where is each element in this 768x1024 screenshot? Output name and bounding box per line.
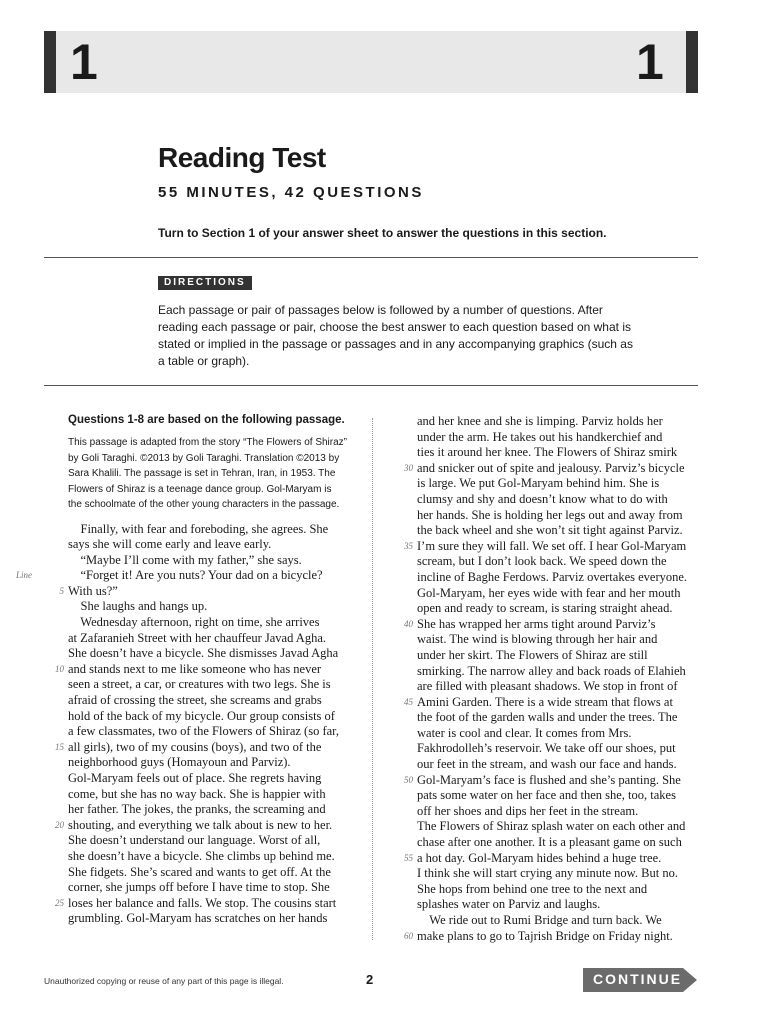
passage-line-text: is large. We put Gol-Maryam behind him. She is [417,476,660,491]
line-number: 5 [59,585,64,596]
passage-line [68,911,348,927]
passage-line-text: all girls), two of my cousins (boys), and two of the [68,739,322,754]
section-header-band [44,31,698,93]
passage-line [68,880,348,896]
passage-line-text: and her knee and she is limping. Parviz holds her [417,414,663,428]
passage-line-text: chase after one another. It is a pleasant game on such [417,835,682,850]
passage-line-text: our feet in the stream, and wash our face and hands. [417,757,677,772]
passage-line-text: afraid of crossing the street, she screams and grabs [68,693,322,708]
passage-line [68,693,348,709]
passage-line [417,679,703,695]
passage-line [417,554,703,570]
passage-line [68,677,348,693]
line-number: 35 [404,540,413,551]
passage-line [55,817,348,834]
passage-line-text: scream, but I don’t look back. We speed down the [417,554,667,569]
line-number: 30 [404,462,413,473]
passage-line [55,739,348,756]
column-divider [372,418,373,940]
divider-bottom [44,385,698,386]
passage-line-text: and snicker out of spite and jealousy. Parviz’s bicycle [417,460,685,475]
continue-button[interactable] [583,966,699,994]
line-number: 60 [404,930,413,941]
passage-line-text: With us?” [68,583,118,598]
passage-line-text: She doesn’t have a bicycle. She dismisses Javad Agha [68,646,339,661]
passage-line-text: smirking. The narrow alley and back roads of Elahieh [417,663,686,678]
passage-line-text: She has wrapped her arms tight around Parviz’s [417,616,656,631]
passage-line [59,583,348,600]
passage-line [417,632,703,648]
passage-line [417,835,703,851]
passage-line [404,850,703,867]
passage-line-text: I think she will start crying any minute now. But no. [417,866,678,881]
passage-line-text: the foot of the garden walls and under the trees. The [417,710,678,725]
line-number: 15 [55,741,64,752]
passage-line [417,648,703,664]
passage-line-text: Fakhrodolleh’s reservoir. We take off our shoes, put [417,741,676,756]
passage-line-text: shouting, and everything we talk about is new to her. [68,817,333,832]
divider-top [44,257,698,258]
passage-line-text: splashes water on Parviz and laughs. [417,897,601,912]
passage-line-text: corner, she jumps off before I have time to stop. She [68,880,330,895]
passage-line-text: Wednesday afternoon, right on time, she arrives [68,615,320,630]
passage-line-text: make plans to go to Tajrish Bridge on Friday night. [417,928,673,943]
passage-line-text: at Zafaranieh Street with her chauffeur Javad Agha. [68,630,326,645]
passage-line [68,631,348,647]
passage-line [404,928,703,945]
passage-line-text: and stands next to me like someone who has never [68,661,322,676]
passage-column-right [404,414,703,944]
passage-line-text: grumbling. Gol-Maryam has scratches on her hands [68,911,328,926]
passage-line [68,709,348,725]
passage-line [404,538,703,555]
passage-column-left [16,414,348,927]
passage-line-text: hold of the back of my bicycle. Our group consists of [68,708,335,723]
passage-line [404,460,703,477]
passage-line [417,804,703,820]
answer-sheet-instruction: Turn to Section 1 of your answer sheet to answer the questions in this section. [158,226,607,240]
passage-line [404,616,703,633]
passage-line [417,586,703,602]
passage-line-text: under the arm. He takes out his handkerchief and [417,429,663,444]
directions-text: Each passage or pair of passages below is followed by a number of questions. After reading each passage or pair, choose the best answer to each question based on what is stated or implied in the passage or passages and in any accompanying graphics (such as a table or graph). [158,303,633,368]
passage-line [68,849,348,865]
passage-line [417,788,703,804]
passage-line-text: she doesn’t have a bicycle. She climbs up behind me. [68,848,335,863]
passage-line-text: pats some water on her face and then she, too, takes [417,788,676,803]
passage-line [417,882,703,898]
passage-line-text: come, but she has no way back. She is happier with [68,786,326,801]
passage-line [68,522,348,538]
passage-line [55,661,348,678]
passage-line-text: She fidgets. She’s scared and wants to get off. At the [68,864,331,879]
passage-line [68,724,348,740]
passage-line [417,913,703,929]
passage-line-text: “Maybe I’ll come with my father,” she says. [68,552,302,567]
passage-line [404,772,703,789]
passage-line-text: Finally, with fear and foreboding, she agrees. She [68,521,329,536]
passage-line [417,570,703,586]
passage-line [68,771,348,787]
passage-line [68,802,348,818]
passage-line-text: are filled with pleasant shadows. We stop in front of [417,679,678,694]
passage-intro: This passage is adapted from the story “The Flowers of Shiraz” by Goli Taraghi. ©2013 by Goli Taraghi. Translation ©2013 by Sara Khalili. The passage is set in Tehran, Iran, in 1953. The Flowers of Shiraz is a teenage dance group. Gol-Maryam is the schoolmate of the other young characters in the passage. [68,437,348,510]
passage-line [68,646,348,662]
line-number: 25 [55,897,64,908]
passage-line-text: Gol-Maryam’s face is flushed and she’s panting. She [417,772,681,787]
passage-line-text: neighborhood guys (Homayoun and Parviz). [68,755,291,770]
line-label: Line [16,570,33,581]
passage-line [417,523,703,539]
passage-text-left [16,521,348,927]
passage-line [417,445,703,461]
passage-line [68,615,348,631]
line-number: 55 [404,852,413,863]
passage-line-text: clumsy and shy and doesn’t know what to do with [417,491,668,506]
passage-line-text: seen a street, a car, or creatures with two legs. She is [68,677,331,692]
test-title: Reading Test [158,142,326,173]
passage-line-text: Amini Garden. There is a wide stream that flows at [417,694,673,709]
passage-line-text: water is cool and clear. It comes from Mrs. [417,725,632,740]
passage-line [404,694,703,711]
passage-line [417,866,703,882]
passage-line-text: off her shoes and dips her feet in the stream. [417,803,639,818]
passage-line-text: I’m sure they will fall. We set off. I hear Gol-Maryam [417,538,687,553]
line-number: 20 [55,819,64,830]
copyright-notice: Unauthorized copying or reuse of any part of this page is illegal. [44,976,284,986]
passage-line [417,508,703,524]
passage-line-text: open and ready to scream, is staring straight ahead. [417,601,673,616]
line-number: 45 [404,696,413,707]
passage-line [68,537,348,553]
passage-line [417,710,703,726]
passage-line [417,897,703,913]
passage-line-text: We ride out to Rumi Bridge and turn back. We [417,913,662,927]
questions-heading: Questions 1-8 are based on the following passage. [68,414,345,426]
passage-line-text: ties it around her knee. The Flowers of Shiraz smirk [417,445,678,460]
passage-line [417,492,703,508]
passage-line [417,819,703,835]
passage-line-text: Gol-Maryam feels out of place. She regrets having [68,771,322,785]
passage-line [68,865,348,881]
section-number-left: 1 [70,34,98,90]
passage-line [417,476,703,492]
line-number: 10 [55,663,64,674]
passage-line [417,601,703,617]
passage-line-text: her father. The jokes, the pranks, the screaming and [68,802,326,817]
passage-line-text: loses her balance and falls. We stop. The cousins start [68,895,337,910]
passage-line [417,664,703,680]
continue-label: CONTINUE [593,971,683,987]
section-header-left-bar [44,31,56,93]
passage-line [68,755,348,771]
passage-line-text: The Flowers of Shiraz splash water on each other and [417,819,686,834]
passage-text-right [404,414,703,944]
passage-line-text: under her skirt. The Flowers of Shiraz are still [417,647,648,662]
passage-line-text: She doesn’t understand our language. Worst of all, [68,833,321,848]
passage-line-text: She hops from behind one tree to the next and [417,881,648,896]
passage-line [417,757,703,773]
passage-line [16,568,348,584]
passage-line [68,599,348,615]
page-number: 2 [366,972,374,987]
passage-line-text: Gol-Maryam, her eyes wide with fear and her mouth [417,585,681,600]
line-number: 40 [404,618,413,629]
passage-line [68,787,348,803]
passage-line-text: the back wheel and she won’t sit tight against Parviz. [417,523,683,538]
line-number: 50 [404,774,413,785]
test-subtitle: 55 MINUTES, 42 QUESTIONS [158,184,424,201]
passage-line [68,553,348,569]
directions-badge: DIRECTIONS [158,276,252,290]
passage-line-text: She laughs and hangs up. [68,599,208,614]
section-header-right-bar [686,31,698,93]
passage-line-text: “Forget it! Are you nuts? Your dad on a bicycle? [68,568,323,583]
passage-line [417,430,703,446]
passage-line-text: her hands. She is holding her legs out and away from [417,507,683,522]
passage-line [417,414,703,430]
passage-line-text: waist. The wind is blowing through her hair and [417,632,658,647]
passage-line [55,895,348,912]
passage-line-text: says she will come early and leave early. [68,537,272,552]
passage-line-text: a few classmates, two of the Flowers of Shiraz (so far, [68,724,339,739]
section-number-right: 1 [636,34,664,90]
passage-line [417,741,703,757]
passage-line-text: incline of Baghe Ferdows. Parviz overtakes everyone. [417,569,688,584]
passage-line [417,726,703,742]
passage-line [68,833,348,849]
passage-line-text: a hot day. Gol-Maryam hides behind a huge tree. [417,850,662,865]
